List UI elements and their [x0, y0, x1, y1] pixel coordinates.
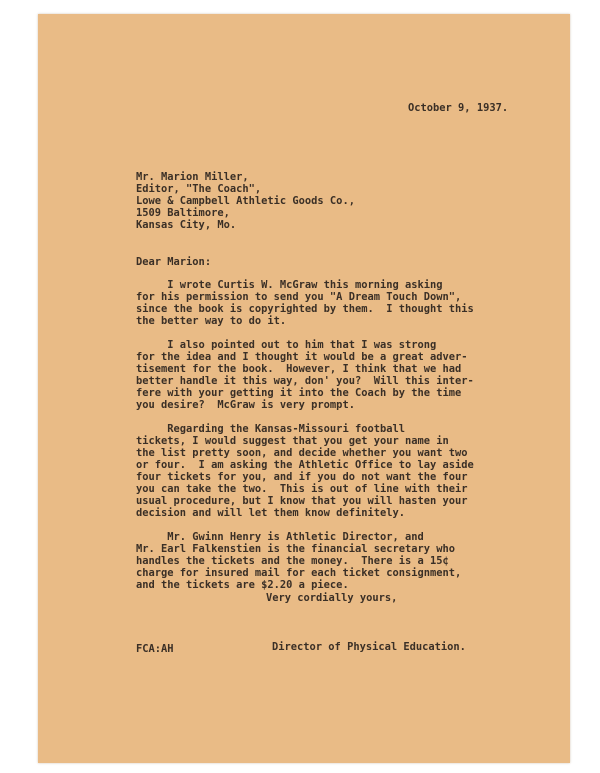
paragraph-2-line: tisement for the book. However, I think that we had: [136, 363, 462, 375]
paragraph-4-line: Mr. Earl Falkenstien is the financial secretary who: [136, 543, 456, 555]
paragraph-2-line: better handle it this way, don' you? Will this inter-: [136, 375, 474, 387]
paragraph-2-line: fere with your getting it into the Coach by the time: [136, 387, 462, 399]
letter-paper: [38, 14, 570, 763]
paragraph-3-line: tickets, I would suggest that you get your name in: [136, 435, 449, 447]
paragraph-2-line: you desire? McGraw is very prompt.: [136, 399, 355, 411]
paragraph-4-line: handles the tickets and the money. There is a 15¢: [136, 555, 449, 567]
paragraph-1-line: I wrote Curtis W. McGraw this morning asking: [136, 279, 443, 291]
paragraph-3-line: or four. I am asking the Athletic Office to lay aside: [136, 459, 474, 471]
paragraph-2-line: I also pointed out to him that I was strong: [136, 339, 437, 351]
paragraph-3-line: you can take the two. This is out of line with their: [136, 483, 468, 495]
paragraph-4-line: Mr. Gwinn Henry is Athletic Director, and: [136, 531, 424, 543]
typist-initials: FCA:AH: [136, 643, 174, 655]
paragraph-3-line: Regarding the Kansas-Missouri football: [136, 423, 405, 435]
paragraph-3-line: decision and will let them know definitely.: [136, 507, 405, 519]
paragraph-3-line: four tickets for you, and if you do not want the four: [136, 471, 468, 483]
paragraph-3-line: usual procedure, but I know that you will hasten your: [136, 495, 468, 507]
paragraph-4-line: charge for insured mail for each ticket consignment,: [136, 567, 462, 579]
letter-body: [38, 14, 570, 763]
paragraph-2-line: for the idea and I thought it would be a great adver-: [136, 351, 468, 363]
paragraph-4-line: and the tickets are $2.20 a piece.: [136, 579, 349, 591]
paragraph-1-line: for his permission to send you "A Dream Touch Down",: [136, 291, 462, 303]
address-line-name: Mr. Marion Miller,: [136, 171, 249, 183]
paragraph-1-line: since the book is copyrighted by them. I thought this: [136, 303, 474, 315]
closing: Very cordially yours,: [266, 592, 398, 604]
paragraph-3-line: the list pretty soon, and decide whether you want two: [136, 447, 468, 459]
signature-title: Director of Physical Education.: [272, 641, 466, 653]
address-line-title: Editor, "The Coach",: [136, 183, 262, 195]
salutation: Dear Marion:: [136, 256, 212, 268]
address-line-city: Kansas City, Mo.: [136, 219, 237, 231]
address-line-street: 1509 Baltimore,: [136, 207, 230, 219]
letter-date: October 9, 1937.: [408, 102, 509, 114]
address-line-company: Lowe & Campbell Athletic Goods Co.,: [136, 195, 355, 207]
paragraph-1-line: the better way to do it.: [136, 315, 287, 327]
